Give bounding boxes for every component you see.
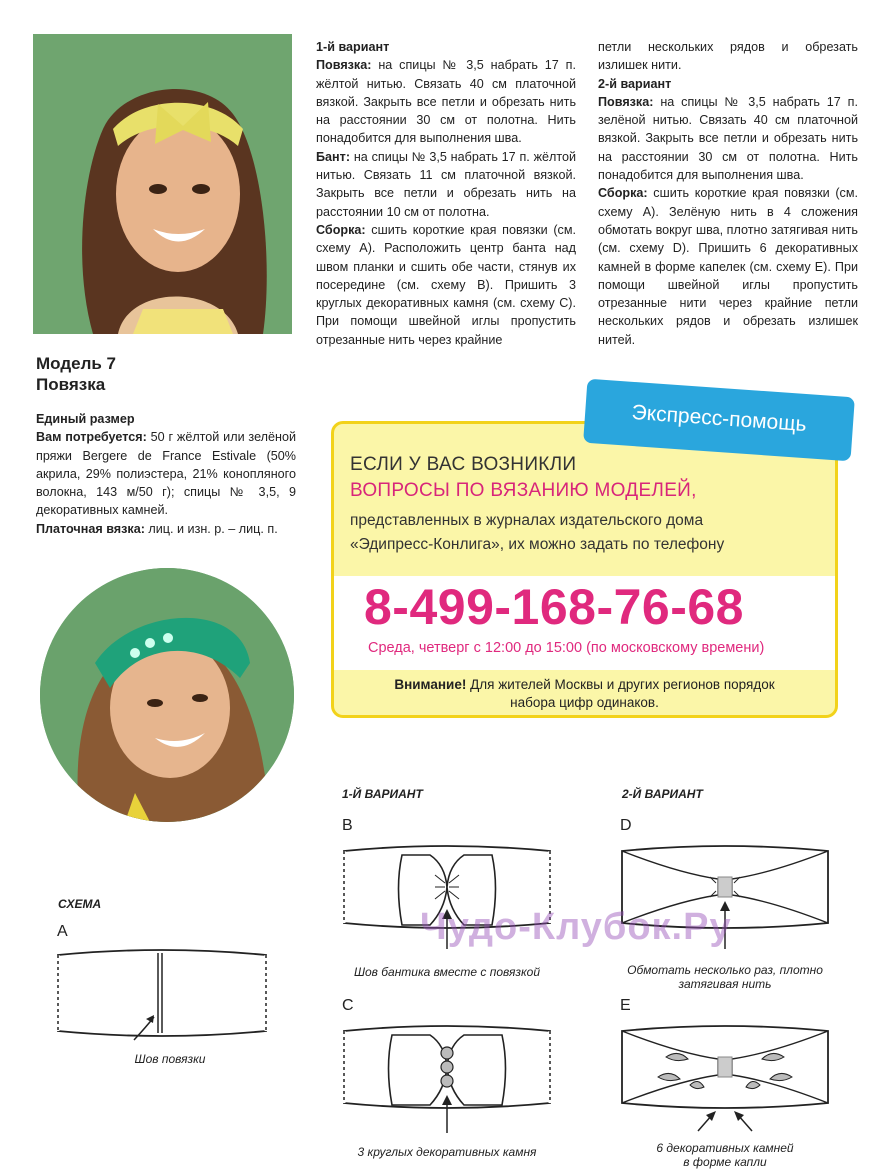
assembly-label: Сборка:: [316, 222, 366, 237]
ad-note-label: Внимание!: [394, 677, 467, 692]
watermark: Чудо-Клубок.Ру: [420, 906, 732, 948]
variant1-heading: 1-й вариант: [316, 40, 390, 54]
variant2-heading: 2-й вариант: [598, 76, 672, 91]
caption-e-line-2: в форме капли: [683, 1155, 767, 1169]
bow-label: Бант:: [316, 149, 351, 164]
stitch-text: лиц. и изн. р. – лиц. п.: [148, 521, 278, 536]
ad-line-1: ЕСЛИ У ВАС ВОЗНИКЛИ: [350, 454, 577, 475]
ad-line-2: ВОПРОСЫ ПО ВЯЗАНИЮ МОДЕЛЕЙ,: [350, 480, 697, 501]
text-column-middle: [316, 38, 576, 349]
model-number: Модель 7: [36, 354, 116, 373]
caption-c: 3 круглых декоративных камня: [357, 1145, 537, 1159]
caption-d: [618, 963, 832, 991]
model-name: Повязка: [36, 375, 106, 394]
diagram-variant1-label: 1-Й ВАРИАНТ: [342, 787, 423, 801]
caption-d-line-2: затягивая нить: [678, 977, 772, 991]
diagram-a-headband: [54, 945, 270, 1045]
size-heading: Единый размер: [36, 412, 135, 426]
continuation-text: петли нескольких рядов и обрезать излишек нити.: [598, 40, 858, 73]
diagram-letter-c: C: [342, 997, 354, 1014]
materials-block: [36, 410, 296, 538]
diagram-letter-e: E: [620, 997, 631, 1014]
photo-girl-yellow-headband: [33, 34, 292, 334]
headband2-text: на спицы № 3,5 набрать 17 п. зелёной нитью. Связать 40 см платочной вязкой. Закрыть все петли и обрезать нить на расстоянии 30 см от полотна. Нить понадобится для выполнения шва.: [598, 94, 858, 183]
ad-note-text-1: Для жителей Москвы и других регионов порядок: [470, 677, 775, 692]
assembly2-text: сшить короткие края повязки (см. схему А). Зелёную нить в 4 сложения обмотать вокруг шва, плотно затягивая нить (см. схему D). Пришить 6 декоративных камней в форме капелек (см. схему Е). При помощи швейной иглы пропустить отрезанные нити через крайние петли нескольких рядов и обрезать излишек нитей.: [598, 186, 858, 347]
diagram-e-teardrop-stones: [618, 1023, 832, 1139]
caption-e: [618, 1141, 832, 1169]
assembly-text: сшить короткие края повязки (см. схему А). Расположить центр банта над швом планки и сшить обе части, стянув их посередине (см. схему В). Пришить 3 круглых декоративных камня (см. схему С). При помощи швейной иглы пропустить отрезанные нить через крайние: [316, 222, 576, 347]
schema-label: СХЕМА: [58, 897, 102, 911]
text-column-right: [598, 38, 858, 349]
photo-girl-green-headband: [40, 568, 294, 822]
bow-text: на спицы № 3,5 набрать 17 п. жёлтой нитью. Связать 11 см платочной вязкой. Закрыть все петли и обрезать нить на расстоянии 10 см от полотна.: [316, 149, 577, 219]
model-title: [36, 353, 116, 395]
materials-text: 50 г жёлтой или зелёной пряжи Bergere de France Estivale (50% акрила, 29% полиэстера, 21% конопляного волокна, 143 м/50 г); спицы № 3,5, 9 декоративных камней.: [36, 430, 297, 518]
headband-label: Повязка:: [316, 58, 372, 73]
diagram-c-bow-stones: [340, 1023, 554, 1139]
express-help-badge: Экспресс-помощь: [583, 379, 855, 462]
assembly2-label: Сборка:: [598, 186, 648, 201]
ad-hours: Среда, четверг с 12:00 до 15:00 (по московскому времени): [368, 640, 765, 656]
help-ad-box: [331, 421, 838, 718]
diagram-letter-b: B: [342, 817, 353, 834]
caption-a: Шов повязки: [134, 1052, 206, 1066]
ad-phone-number[interactable]: 8-499-168-76-68: [364, 579, 744, 635]
diagram-letter-a: A: [57, 923, 68, 940]
caption-d-line-1: Обмотать несколько раз, плотно: [627, 963, 823, 977]
caption-b: Шов бантика вместе с повязкой: [353, 965, 541, 979]
headband2-label: Повязка:: [598, 94, 654, 109]
ad-line-3: представленных в журналах издательского дома: [350, 512, 704, 529]
stitch-label: Платочная вязка:: [36, 521, 145, 536]
headband-text: на спицы № 3,5 набрать 17 п. жёлтой нитью. Связать 40 см платочной вязкой. Закрыть все петли и обрезать нить на расстоянии 30 см от полотна. Нить понадобится для выполнения шва.: [316, 58, 576, 146]
diagram-letter-d: D: [620, 817, 632, 834]
caption-e-line-1: 6 декоративных камней: [656, 1141, 794, 1155]
materials-label: Вам потребуется:: [36, 430, 147, 445]
ad-note-text-2: набора цифр одинаков.: [510, 695, 659, 710]
diagram-variant2-label: 2-Й ВАРИАНТ: [622, 787, 703, 801]
ad-note: [334, 676, 835, 712]
ad-line-4: «Эдипресс-Конлига», их можно задать по телефону: [350, 536, 725, 553]
